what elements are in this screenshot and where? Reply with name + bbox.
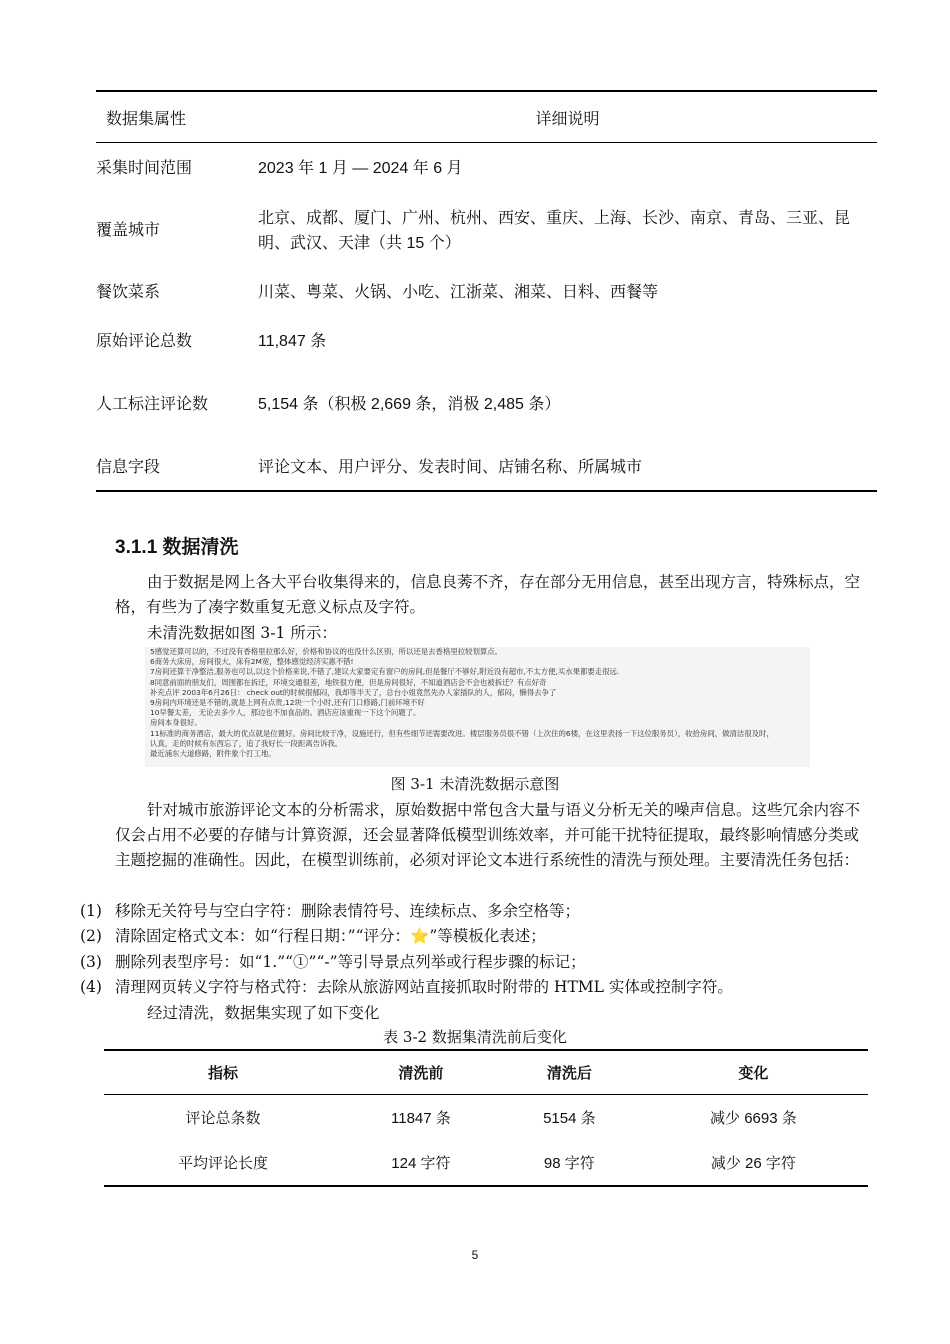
paragraph: 未清洗数据如图 3-1 所示： xyxy=(147,624,337,642)
table-caption: 表 3-2 数据集清洗前后变化 xyxy=(383,1028,567,1046)
section-heading: 3.1.1 数据清洗 xyxy=(115,537,239,558)
attr-cell: 餐饮菜系 xyxy=(96,284,161,301)
star-icon: ⭐ xyxy=(410,927,430,945)
table-header-cell: 详细说明 xyxy=(258,91,877,143)
list-text: 移除无关符号与空白字符：删除表情符号、连续标点、多余空格等； xyxy=(115,902,581,920)
page-number: 5 xyxy=(471,1248,479,1262)
detail-cell: 评论文本、用户评分、发表时间、店铺名称、所属城市 xyxy=(258,458,643,476)
figure-line: 8同意前面的朋友们，周围都在拆迁，环境交通很差，地铁很方便，但是房间很好，不知道酒店会不会也被拆迁？有点好奇 xyxy=(150,677,547,687)
list-item xyxy=(80,924,546,949)
table-cell: 98 字符 xyxy=(543,1155,595,1172)
table-header-row xyxy=(96,91,877,143)
paragraph: 由于数据是网上各大平台收集得来的，信息良莠不齐，存在部分无用信息，甚至出现方言，特殊标点，空格，有些为了凑字数重复无意义标点及字符。 xyxy=(115,573,861,616)
figure-line: 10早餐太差， 无论去多少人，那边也不加食品的。酒店应该重视一下这个问题了。 xyxy=(150,708,421,718)
list-item xyxy=(80,950,586,975)
list-number: (3) xyxy=(80,953,102,971)
attr-cell: 采集时间范围 xyxy=(96,160,193,178)
table-cell: 评论总条数 xyxy=(185,1110,261,1127)
list-number: (2) xyxy=(80,927,102,945)
table-cell: 减少 26 字符 xyxy=(710,1155,796,1172)
detail-cell: 北京、成都、厦门、广州、杭州、西安、重庆、上海、长沙、南京、青岛、三亚、昆明、武汉、天津（共 15 个） xyxy=(258,209,851,252)
figure-line: 认真，走的时候有东西忘了，追了我好长一段距离告诉我。 xyxy=(150,738,343,748)
paragraph: 针对城市旅游评论文本的分析需求，原始数据中常包含大量与语义分析无关的噪声信息。这些冗余内容不仅会占用不必要的存储与计算资源，还会显著降低模型训练效率，并可能干扰特征提取，最终影响情感分类或主题挖掘的准确性。因此，在模型训练前，必须对评论文本进行系统性的清洗与预处理。主要清洗任务包括： xyxy=(115,801,861,869)
attr-cell: 信息字段 xyxy=(96,458,161,476)
table-header-cell: 变化 xyxy=(639,1050,868,1095)
figure-line: 9房间内环境还是不错的,就是上网有点贵,12块一个小时,还有门口修路,门前环境不好 xyxy=(150,698,425,708)
table-header-cell: 数据集属性 xyxy=(96,91,258,143)
attr-cell: 原始评论总数 xyxy=(96,333,193,350)
paragraph: 经过清洗，数据集实现了如下变化 xyxy=(147,1004,380,1022)
figure-line: 6商务大床房，房间很大，床有2M宽，整体感觉经济实惠不错! xyxy=(150,657,354,667)
table-cell: 平均评论长度 xyxy=(177,1155,268,1172)
figure-line: 房间本身很好。 xyxy=(150,718,202,728)
figure-line: 最近浦东大道修路，附件象个打工地。 xyxy=(150,749,276,759)
list-text: 删除列表型序号：如“1.”“①”“-”等引导景点列举或行程步骤的标记； xyxy=(115,953,586,971)
list-text: 清除固定格式文本：如“行程日期：”“评分： xyxy=(115,927,411,945)
dataset-attribute-table xyxy=(96,90,877,492)
figure-caption: 图 3-1 未清洗数据示意图 xyxy=(390,775,560,793)
table-cell: 11847 条 xyxy=(391,1110,451,1127)
table-header-row xyxy=(104,1050,868,1095)
list-text: ”等模板化表述； xyxy=(429,927,546,945)
table-row xyxy=(96,143,877,195)
figure-line: 7房间还算干净整洁,服务也可以,以这个价格来说,不错了,建议大家要定有窗户的房间,但是餐厅不够好,附近没有超市,不太方便,买水果都要走很远. xyxy=(150,667,620,677)
list-number: (4) xyxy=(80,978,102,996)
table-row xyxy=(104,1140,868,1186)
table-cell: 5154 条 xyxy=(543,1110,596,1127)
list-item xyxy=(80,975,733,1000)
figure-line: 补充点评 2003年6月26日： check out的时候很郁闷，我却等半天了，总台小姐竟然先办人家插队的人，郁闷，懒得去争了 xyxy=(150,687,557,697)
figure-line: 5感觉还算可以的，不过没有香格里拉那么好，价格和协议的也没什么区别，所以还是去香格里拉较划算点。 xyxy=(150,647,503,656)
table-row xyxy=(96,319,877,365)
figure-line: 11标准的商务酒店，最大的优点就是位置好。房间比较干净，设施还行，但有些细节还需要改进。楼层服务员很不错（上次住的6楼，在这里表扬一下这位服务员），收拾房间，做清洁很及时， xyxy=(150,728,774,738)
cleaning-comparison-table xyxy=(104,1049,868,1187)
detail-cell: 川菜、粤菜、火锅、小吃、江浙菜、湘菜、日料、西餐等 xyxy=(258,284,659,301)
detail-cell: 5,154 条（积极 2,669 条，消极 2,485 条） xyxy=(258,396,561,413)
table-row xyxy=(96,267,877,319)
table-cell: 减少 6693 条 xyxy=(710,1110,797,1127)
table-row xyxy=(96,365,877,445)
attr-cell: 人工标注评论数 xyxy=(96,396,209,413)
detail-cell: 2023 年 1 月 — 2024 年 6 月 xyxy=(258,160,463,178)
table-cell: 124 字符 xyxy=(391,1155,451,1172)
table-header-cell: 指标 xyxy=(104,1050,342,1095)
table-header-cell: 清洗后 xyxy=(500,1050,639,1095)
list-number: (1) xyxy=(80,902,102,920)
list-text: 清理网页转义字符与格式符：去除从旅游网站直接抓取时附带的 HTML 实体或控制字符。 xyxy=(115,978,733,996)
table-row xyxy=(104,1095,868,1141)
attr-cell: 覆盖城市 xyxy=(96,222,161,239)
table-row xyxy=(96,445,877,491)
table-header-cell: 清洗前 xyxy=(342,1050,500,1095)
uncleaned-data-figure xyxy=(145,647,810,767)
list-item xyxy=(80,899,580,924)
detail-cell: 11,847 条 xyxy=(258,333,327,350)
table-row xyxy=(96,195,877,267)
